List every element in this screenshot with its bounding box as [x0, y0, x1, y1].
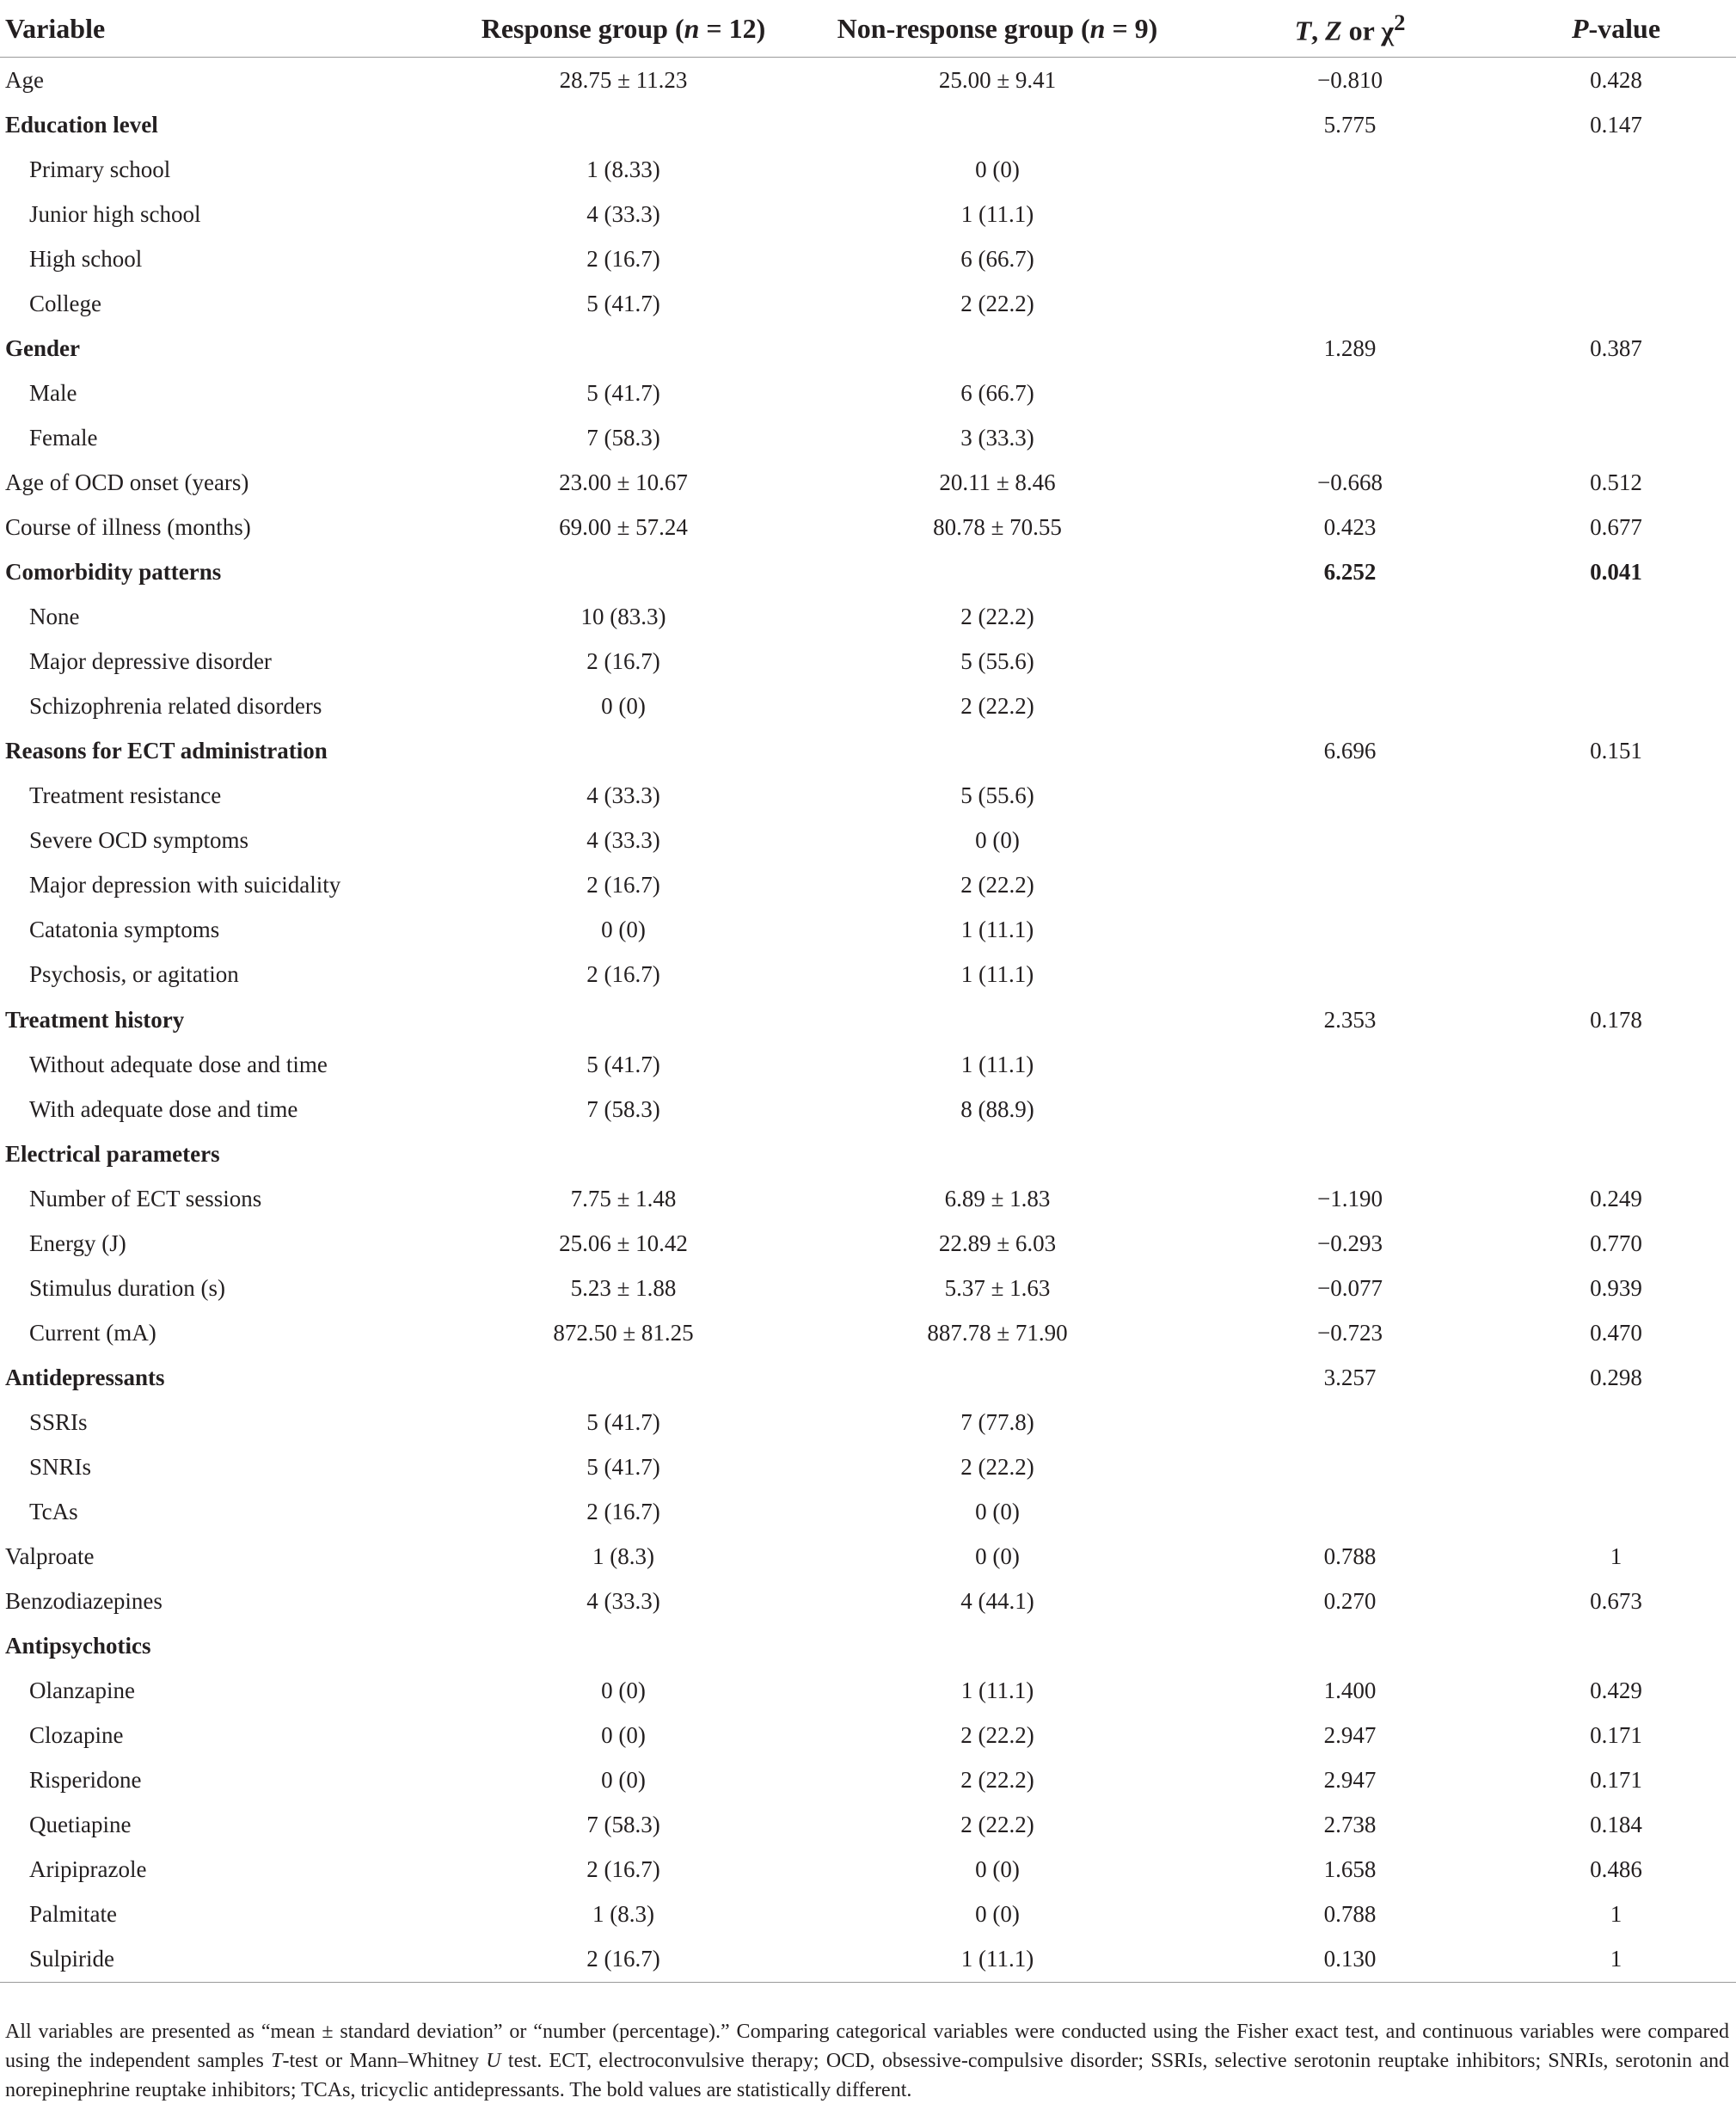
table-row	[0, 147, 1736, 192]
cell-non-response-group: 2 (22.2)	[960, 604, 1034, 630]
cell-variable: Antipsychotics	[5, 1633, 151, 1659]
cell-statistic: −0.668	[1317, 469, 1383, 495]
cell-response-group: 7 (58.3)	[586, 1095, 660, 1122]
cell-response-group: 0 (0)	[601, 1767, 646, 1794]
cell-statistic: −0.077	[1317, 1274, 1383, 1301]
table-row	[0, 997, 1736, 1042]
cell-statistic	[1204, 1444, 1496, 1489]
cell-response-group: 2 (16.7)	[586, 1856, 660, 1883]
cell-non-response-group: 8 (88.9)	[960, 1095, 1034, 1122]
cell-response-group: 0 (0)	[601, 1722, 646, 1749]
table-row	[0, 953, 1736, 997]
table-row	[0, 1848, 1736, 1892]
cell-non-response-group: 0 (0)	[975, 156, 1020, 182]
cell-p-value	[1496, 819, 1736, 863]
cell-non-response-group: 5 (55.6)	[960, 648, 1034, 675]
cell-response-group: 0 (0)	[601, 1677, 646, 1704]
table-row	[0, 1444, 1736, 1489]
table-row	[0, 1266, 1736, 1310]
cell-p-value	[1496, 147, 1736, 192]
cell-variable: Quetiapine	[29, 1812, 132, 1838]
cell-statistic: −0.293	[1317, 1230, 1383, 1256]
cell-response-group: 2 (16.7)	[456, 1937, 791, 1983]
table-row	[0, 192, 1736, 236]
cell-variable: Number of ECT sessions	[29, 1185, 262, 1211]
cell-non-response-group: 0 (0)	[975, 1543, 1020, 1570]
table-row	[0, 460, 1736, 505]
cell-statistic: 3.257	[1323, 1364, 1377, 1390]
cell-p-value: 0.171	[1590, 1722, 1642, 1749]
cell-variable: Palmitate	[29, 1901, 117, 1928]
cell-p-value	[1496, 1624, 1736, 1669]
cell-non-response-group: 6 (66.7)	[960, 245, 1034, 272]
cell-p-value	[1496, 281, 1736, 326]
cell-statistic	[1204, 1490, 1496, 1535]
table-row	[0, 1758, 1736, 1803]
table-row	[0, 819, 1736, 863]
table-row	[0, 1535, 1736, 1579]
header-response-group: Response group (n = 12)	[456, 0, 791, 58]
cell-non-response-group: 2 (22.2)	[960, 1767, 1034, 1794]
cell-variable: Education level	[5, 111, 158, 138]
table-row	[0, 326, 1736, 371]
table-row	[0, 863, 1736, 908]
cell-p-value	[1496, 595, 1736, 640]
cell-variable: Treatment history	[5, 1006, 185, 1033]
cell-response-group: 4 (33.3)	[586, 827, 660, 854]
cell-non-response-group: 5 (55.6)	[960, 782, 1034, 809]
cell-variable: Antidepressants	[5, 1364, 165, 1390]
table-row	[0, 1490, 1736, 1535]
cell-non-response-group	[791, 997, 1204, 1042]
cell-response-group: 2 (16.7)	[586, 245, 660, 272]
cell-response-group: 1 (8.3)	[592, 1901, 654, 1928]
table-row	[0, 1310, 1736, 1355]
cell-response-group	[456, 1132, 791, 1176]
cell-p-value	[1496, 1400, 1736, 1444]
cell-non-response-group: 4 (44.1)	[960, 1588, 1034, 1615]
cell-response-group	[456, 550, 791, 595]
table-row	[0, 1579, 1736, 1624]
cell-statistic: 2.738	[1323, 1812, 1377, 1838]
cell-statistic: −0.810	[1317, 66, 1383, 93]
cell-statistic	[1204, 774, 1496, 819]
table-row	[0, 1176, 1736, 1221]
cell-statistic: 1.400	[1323, 1677, 1377, 1704]
table-row	[0, 1669, 1736, 1714]
cell-p-value: 0.171	[1590, 1767, 1642, 1794]
cell-variable: Stimulus duration (s)	[29, 1274, 225, 1301]
cell-variable: Benzodiazepines	[5, 1588, 163, 1615]
cell-response-group: 7 (58.3)	[586, 424, 660, 451]
cell-response-group: 4 (33.3)	[586, 1588, 660, 1615]
cell-variable: Major depressive disorder	[29, 648, 272, 675]
cell-p-value: 0.470	[1590, 1319, 1642, 1346]
cell-statistic: 2.947	[1323, 1767, 1377, 1794]
cell-statistic: 0.423	[1323, 513, 1377, 540]
cell-non-response-group	[791, 1355, 1204, 1400]
cell-statistic: 0.788	[1323, 1543, 1377, 1570]
cell-statistic	[1204, 281, 1496, 326]
table-row	[0, 684, 1736, 729]
cell-p-value	[1496, 863, 1736, 908]
cell-p-value: 0.298	[1590, 1364, 1642, 1390]
cell-variable: Electrical parameters	[5, 1140, 220, 1167]
cell-response-group	[456, 102, 791, 147]
cell-non-response-group: 1 (11.1)	[960, 1677, 1034, 1704]
cell-response-group: 28.75 ± 11.23	[559, 66, 688, 93]
cell-response-group: 7.75 ± 1.48	[570, 1185, 677, 1211]
cell-statistic	[1204, 953, 1496, 997]
cell-non-response-group: 7 (77.8)	[960, 1408, 1034, 1435]
cell-variable: Comorbidity patterns	[5, 559, 222, 586]
table-row	[0, 236, 1736, 281]
cell-variable: With adequate dose and time	[29, 1095, 298, 1122]
cell-variable: Olanzapine	[29, 1677, 135, 1704]
table-body	[0, 58, 1736, 1983]
cell-p-value: 0.041	[1590, 559, 1642, 586]
cell-p-value	[1496, 1087, 1736, 1132]
cell-statistic	[1204, 1087, 1496, 1132]
table-row	[0, 1355, 1736, 1400]
cell-p-value: 0.486	[1590, 1856, 1642, 1883]
cell-variable: Schizophrenia related disorders	[29, 693, 322, 720]
cell-variable: None	[29, 604, 80, 630]
cell-statistic	[1204, 908, 1496, 953]
cell-statistic	[1204, 236, 1496, 281]
cell-non-response-group: 2 (22.2)	[960, 1722, 1034, 1749]
cell-non-response-group	[791, 1132, 1204, 1176]
cell-p-value: 0.512	[1590, 469, 1642, 495]
table-row	[0, 595, 1736, 640]
cell-variable: Age	[5, 66, 44, 93]
cell-response-group: 2 (16.7)	[586, 648, 660, 675]
header-variable: Variable	[0, 0, 456, 58]
table-row	[0, 281, 1736, 326]
table-row	[0, 550, 1736, 595]
cell-p-value: 0.249	[1590, 1185, 1642, 1211]
cell-response-group	[456, 1624, 791, 1669]
cell-p-value	[1496, 953, 1736, 997]
cell-statistic: −0.723	[1317, 1319, 1383, 1346]
cell-response-group: 2 (16.7)	[586, 1499, 660, 1525]
cell-response-group: 5 (41.7)	[586, 290, 660, 316]
table-row	[0, 1803, 1736, 1848]
cell-response-group: 10 (83.3)	[580, 604, 666, 630]
cell-p-value: 1	[1496, 1937, 1736, 1983]
cell-non-response-group: 1 (11.1)	[960, 961, 1034, 988]
table-row	[0, 640, 1736, 684]
cell-variable: High school	[29, 245, 143, 272]
cell-statistic	[1204, 192, 1496, 236]
cell-statistic	[1204, 819, 1496, 863]
cell-non-response-group	[791, 326, 1204, 371]
cell-response-group: 5 (41.7)	[586, 1408, 660, 1435]
cell-non-response-group: 0 (0)	[975, 1499, 1020, 1525]
cell-non-response-group: 1 (11.1)	[960, 200, 1034, 227]
cell-variable: SSRIs	[29, 1408, 88, 1435]
cell-p-value: 0.673	[1590, 1588, 1642, 1615]
cell-statistic	[1204, 863, 1496, 908]
cell-non-response-group: 2 (22.2)	[960, 1453, 1034, 1480]
table-row	[0, 1937, 1736, 1983]
cell-variable: Aripiprazole	[29, 1856, 147, 1883]
cell-variable: Valproate	[5, 1543, 95, 1570]
cell-statistic	[1204, 595, 1496, 640]
cell-variable: Primary school	[29, 156, 171, 182]
cell-statistic	[1204, 1624, 1496, 1669]
cell-response-group: 4 (33.3)	[586, 782, 660, 809]
cell-p-value: 0.428	[1590, 66, 1642, 93]
table-row	[0, 58, 1736, 103]
cell-p-value: 0.770	[1590, 1230, 1642, 1256]
cell-p-value: 0.151	[1590, 738, 1642, 764]
cell-variable: TcAs	[29, 1499, 78, 1525]
cell-non-response-group: 2 (22.2)	[960, 693, 1034, 720]
cell-non-response-group: 20.11 ± 8.46	[939, 469, 1056, 495]
cell-response-group	[456, 729, 791, 774]
table-row	[0, 1042, 1736, 1087]
cell-non-response-group	[791, 1624, 1204, 1669]
cell-p-value: 1	[1610, 1543, 1623, 1570]
cell-non-response-group: 80.78 ± 70.55	[933, 513, 1062, 540]
cell-non-response-group: 1 (11.1)	[960, 1051, 1034, 1077]
cell-statistic	[1204, 684, 1496, 729]
cell-p-value: 0.677	[1590, 513, 1642, 540]
cell-p-value: 0.184	[1590, 1812, 1642, 1838]
cell-p-value: 0.147	[1590, 111, 1642, 138]
cell-p-value	[1496, 1132, 1736, 1176]
cell-response-group: 1 (8.3)	[592, 1543, 654, 1570]
cell-statistic	[1204, 1132, 1496, 1176]
cell-response-group: 69.00 ± 57.24	[559, 513, 688, 540]
cell-p-value	[1496, 774, 1736, 819]
cell-variable: Psychosis, or agitation	[29, 961, 239, 988]
cell-statistic: 0.788	[1323, 1901, 1377, 1928]
cell-variable: Gender	[5, 334, 80, 361]
table-footnote: All variables are presented as “mean ± standard deviation” or “number (percentage).” Comparing categorical variables were conducted using the Fisher exact test, and continuous variables were compared using the independent samples T-test or Mann–Whitney U test. ECT, electroconvulsive therapy; OCD, obsessive-compulsive disorder; SSRIs, selective serotonin reuptake inhibitors; SNRIs, serotonin and norepinephrine reuptake inhibitors; TCAs, tricyclic antidepressants. The bold values are statistically different.	[5, 2021, 1729, 2101]
cell-p-value: 0.429	[1590, 1677, 1642, 1704]
cell-variable: Current (mA)	[29, 1319, 156, 1346]
cell-non-response-group: 5.37 ± 1.63	[944, 1274, 1051, 1301]
cell-statistic	[1204, 371, 1496, 415]
cell-variable: Catatonia symptoms	[29, 917, 220, 943]
table-row	[0, 729, 1736, 774]
cell-p-value: 0.939	[1590, 1274, 1642, 1301]
table-row	[0, 1714, 1736, 1758]
cell-p-value	[1496, 236, 1736, 281]
header-statistic: T, Z or $\chi^2$	[1204, 0, 1496, 58]
cell-variable: Severe OCD symptoms	[29, 827, 248, 854]
cell-variable: Reasons for ECT administration	[5, 738, 328, 764]
header-non-response-group: Non-response group (n = 9)	[791, 0, 1204, 58]
cell-non-response-group: 1 (11.1)	[791, 1937, 1204, 1983]
cell-statistic: −1.190	[1317, 1185, 1383, 1211]
cell-non-response-group: 2 (22.2)	[960, 290, 1034, 316]
cell-variable: Risperidone	[29, 1767, 142, 1794]
table-row	[0, 1892, 1736, 1937]
cell-variable: Without adequate dose and time	[29, 1051, 328, 1077]
cell-variable: Female	[29, 424, 98, 451]
table-row	[0, 102, 1736, 147]
cell-non-response-group: 0 (0)	[975, 1856, 1020, 1883]
cell-variable: Sulpiride	[0, 1937, 456, 1983]
cell-response-group: 1 (8.33)	[586, 156, 660, 182]
cell-p-value	[1496, 1490, 1736, 1535]
cell-non-response-group: 0 (0)	[975, 827, 1020, 854]
header-p-value: P-value	[1496, 0, 1736, 58]
cell-variable: Energy (J)	[29, 1230, 126, 1256]
cell-non-response-group: 0 (0)	[975, 1901, 1020, 1928]
cell-statistic	[1204, 1042, 1496, 1087]
cell-non-response-group: 2 (22.2)	[960, 872, 1034, 899]
cell-non-response-group: 1 (11.1)	[960, 917, 1034, 943]
cell-p-value	[1496, 415, 1736, 460]
cell-statistic: 1.658	[1323, 1856, 1377, 1883]
cell-variable: Course of illness (months)	[5, 513, 251, 540]
cell-response-group: 5 (41.7)	[586, 1051, 660, 1077]
cell-statistic	[1204, 640, 1496, 684]
cell-p-value	[1496, 1042, 1736, 1087]
table-row	[0, 371, 1736, 415]
cell-statistic	[1204, 1400, 1496, 1444]
table-row	[0, 505, 1736, 549]
cell-statistic: 0.270	[1323, 1588, 1377, 1615]
cell-response-group: 0 (0)	[601, 693, 646, 720]
cell-response-group: 5 (41.7)	[586, 379, 660, 406]
cell-p-value	[1496, 908, 1736, 953]
cell-non-response-group: 6.89 ± 1.83	[944, 1185, 1051, 1211]
cell-p-value: 0.387	[1590, 334, 1642, 361]
cell-statistic: 5.775	[1323, 111, 1377, 138]
cell-statistic	[1204, 415, 1496, 460]
cell-response-group: 25.06 ± 10.42	[559, 1230, 688, 1256]
cell-variable: Major depression with suicidality	[29, 872, 341, 899]
cell-statistic: 1.289	[1323, 334, 1377, 361]
cell-response-group	[456, 997, 791, 1042]
cell-statistic	[1204, 147, 1496, 192]
cell-non-response-group: 2 (22.2)	[960, 1812, 1034, 1838]
cell-variable: Age of OCD onset (years)	[5, 469, 249, 495]
header-row	[0, 0, 1736, 58]
cell-variable: Clozapine	[29, 1722, 124, 1749]
table-row	[0, 1132, 1736, 1176]
table-row	[0, 1400, 1736, 1444]
cell-variable: Male	[29, 379, 77, 406]
cell-statistic: 0.130	[1204, 1937, 1496, 1983]
cell-p-value: 1	[1610, 1901, 1623, 1928]
cell-response-group	[456, 1355, 791, 1400]
cell-statistic: 6.696	[1323, 738, 1377, 764]
cell-non-response-group: 6 (66.7)	[960, 379, 1034, 406]
table-row	[0, 415, 1736, 460]
cell-non-response-group: 887.78 ± 71.90	[927, 1319, 1068, 1346]
table-row	[0, 1624, 1736, 1669]
table-row	[0, 774, 1736, 819]
cell-response-group: 2 (16.7)	[586, 961, 660, 988]
cell-response-group: 872.50 ± 81.25	[553, 1319, 694, 1346]
table-row	[0, 1087, 1736, 1132]
table-row	[0, 908, 1736, 953]
table-row	[0, 1221, 1736, 1266]
cell-response-group: 7 (58.3)	[586, 1812, 660, 1838]
cell-variable: Treatment resistance	[29, 782, 222, 809]
cell-non-response-group	[791, 729, 1204, 774]
cell-response-group: 2 (16.7)	[586, 872, 660, 899]
cell-p-value	[1496, 371, 1736, 415]
cell-non-response-group	[791, 102, 1204, 147]
cell-non-response-group: 22.89 ± 6.03	[938, 1230, 1057, 1256]
cell-response-group: 5.23 ± 1.88	[570, 1274, 677, 1301]
cell-variable: College	[29, 290, 101, 316]
cell-p-value	[1496, 684, 1736, 729]
cell-statistic: 2.947	[1323, 1722, 1377, 1749]
cell-p-value	[1496, 640, 1736, 684]
cell-response-group	[456, 326, 791, 371]
cell-p-value	[1496, 192, 1736, 236]
cell-non-response-group: 3 (33.3)	[960, 424, 1034, 451]
cell-variable: SNRIs	[29, 1453, 92, 1480]
cell-variable: Junior high school	[29, 200, 201, 227]
cell-response-group: 4 (33.3)	[586, 200, 660, 227]
cell-non-response-group: 25.00 ± 9.41	[938, 66, 1057, 93]
cell-p-value	[1496, 1444, 1736, 1489]
cell-statistic: 2.353	[1323, 1006, 1377, 1033]
cell-p-value: 0.178	[1590, 1006, 1642, 1033]
cell-response-group: 23.00 ± 10.67	[559, 469, 688, 495]
cell-response-group: 5 (41.7)	[586, 1453, 660, 1480]
cell-non-response-group	[791, 550, 1204, 595]
cell-response-group: 0 (0)	[601, 917, 646, 943]
cell-statistic: 6.252	[1323, 559, 1377, 586]
